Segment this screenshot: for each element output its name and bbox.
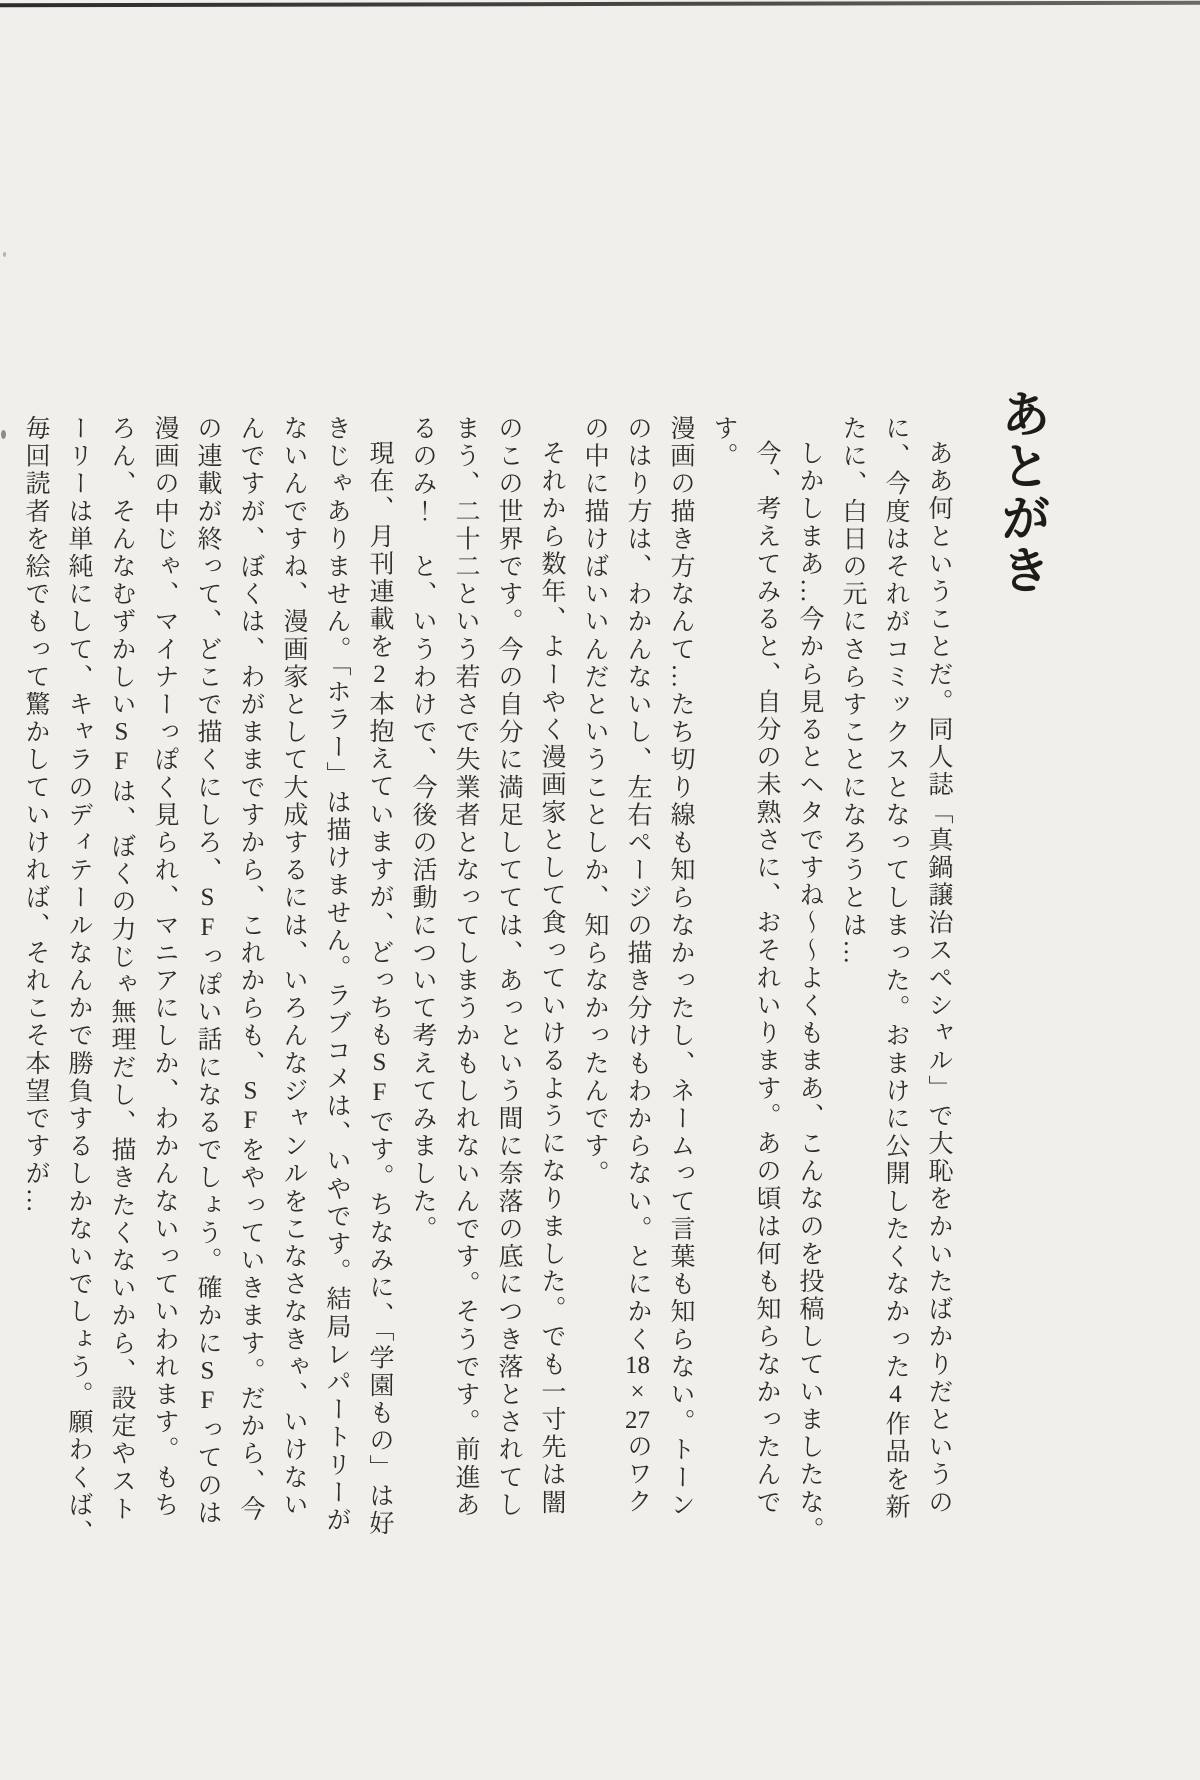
text-column: まう、二十二という若さで失業者となってしまうかもしれないんです。そうです。前進あ	[452, 415, 479, 1519]
scan-edge-artifact	[0, 1, 1200, 8]
scan-speck	[3, 252, 6, 257]
text-column: んですが、ぼくは、わがままですから、これからも、SFをやっていきます。だから、今	[237, 415, 264, 1524]
text-column: の連載が終って、どこで描くにしろ、SFっぽい話になるでしょう。確かにSFってのは	[194, 415, 221, 1528]
text-column: きじゃありません。「ホラー」は描けません。ラブコメは、いやです。結局レパートリーが	[323, 415, 350, 1535]
scan-speck	[1, 430, 6, 439]
afterword-title: あとがき	[993, 388, 1051, 596]
text-column: ないんですね、漫画家として大成するには、いろんなジャンルをこなさなきゃ、いけない	[280, 415, 307, 1519]
text-column: の中に描けばいいんだということしか、知らなかったんです。	[581, 415, 608, 1188]
text-column: ーリーは単純にして、キャラのディテールなんかで勝負するしかないでしょう。願わくば、	[65, 415, 92, 1547]
text-column: 現在、月刊連載を2本抱えていますが、どっちもSFです。ちなみに、「学園もの」は好	[366, 440, 393, 1538]
text-column: 今、考えてみると、自分の未熟さに、おそれいります。あの頃は何も知らなかったんです。	[710, 415, 780, 1517]
text-column: るのみ！ と、いうわけで、今後の活動について考えてみました。	[409, 415, 436, 1243]
text-column: のはり方は、わかんないし、左右ページの描き分けもわからない。とにかく18×27のワク	[624, 415, 651, 1516]
text-column: しかしまあ…今から見るとヘタですね〜〜よくもまあ、こんなのを投稿していましたな。	[796, 440, 823, 1544]
text-column: 漫画の中じゃ、マイナーっぽく見られ、マニアにしか、わかんないっていわれます。もち	[151, 415, 178, 1519]
text-column: 漫画の描き方なんて…たち切り線も知らなかったし、ネームって言葉も知らない。トーン	[667, 415, 694, 1519]
text-column: ああ何ということだ。同人誌「真鍋譲治スペシャル」で大恥をかいたばかりだというの	[925, 440, 952, 1517]
text-column: それから数年、よーやく漫画家として食っていけるようになりました。でも一寸先は闇	[538, 440, 565, 1517]
text-column: たに、白日の元にさらすことになろうとは…	[839, 415, 866, 967]
text-column: のこの世界です。今の自分に満足してては、あっという間に奈落の底につき落とされてし	[495, 415, 522, 1519]
text-column: 毎回読者を絵でもって驚かしていければ、それこそ本望ですが…	[22, 415, 49, 1216]
text-column: に、今度はそれがコミックスとなってしまった。おまけに公開したくなかった4作品を新	[882, 415, 909, 1522]
text-column: ろん、そんなむずかしいSFは、ぼくの力じゃ無理だし、描きたくないから、設定やスト	[108, 415, 135, 1524]
afterword-content	[14, 388, 1062, 1563]
